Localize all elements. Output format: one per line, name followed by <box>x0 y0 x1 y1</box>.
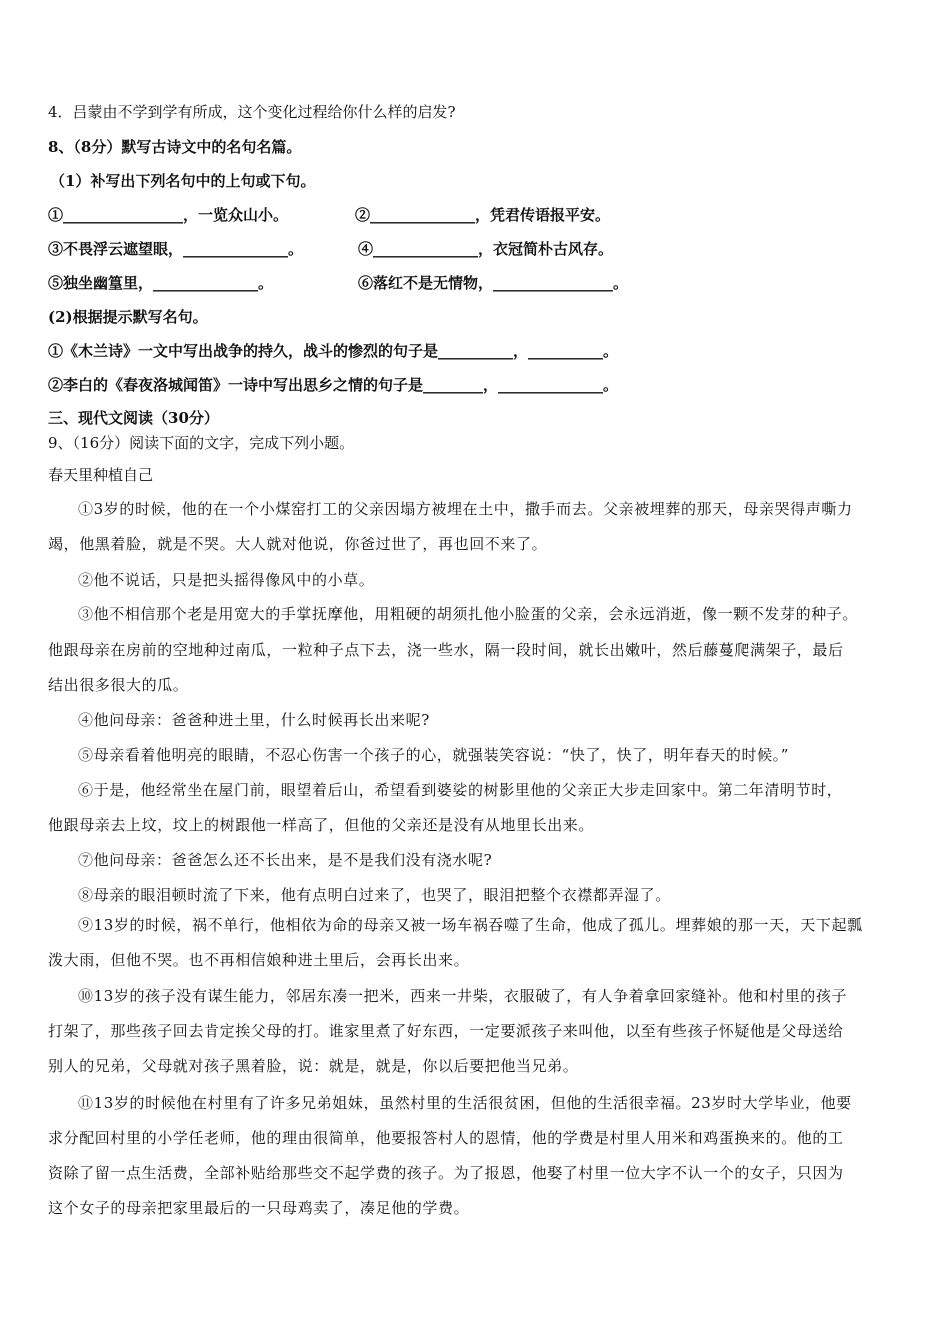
question-9-title: 9、（16分）阅读下面的文字，完成下列小题。 <box>48 434 355 452</box>
article-line: ⑩13岁的孩子没有谋生能力，邻居东凑一把米，西来一井柴，衣服破了，有人争着拿回家缝补。他和村里的孩子 <box>78 987 848 1005</box>
article-line: 资除了留一点生活费，全部补贴给那些交不起学费的孩子。为了报恩，他娶了村里一位大字不认一个的女子，只因为 <box>48 1164 844 1182</box>
article-line: 他跟母亲在房前的空地种过南瓜，一粒种子点下去，浇一些水，隔一段时间，就长出嫩叶，然后藤蔓爬满架子，最后 <box>48 641 844 659</box>
article-title: 春天里种植自己 <box>48 466 154 484</box>
part2-item-1: ①《木兰诗》一文中写出战争的持久，战斗的惨烈的句子是__________，__________。 <box>48 342 619 360</box>
article-line: ⑤母亲看着他明亮的眼睛，不忍心伤害一个孩子的心，就强装笑容说：“快了，快了，明年春天的时候。” <box>78 746 790 764</box>
article-line: 求分配回村里的小学任老师，他的理由很简单，他要报答村人的恩情，他的学费是村里人用米和鸡蛋换来的。他的工 <box>48 1129 844 1147</box>
blank-4: ④______________，衣冠简朴古风存。 <box>358 240 614 258</box>
article-line: ①3岁的时候，他的在一个小煤窑打工的父亲因塌方被埋在土中，撒手而去。父亲被埋葬的那天，母亲哭得声嘶力 <box>78 500 853 518</box>
blank-3: ③不畏浮云遮望眼，______________。 <box>48 240 304 258</box>
article-line: 泼大雨，但他不哭。也不再相信娘种进土里后，会再长出来。 <box>48 951 470 969</box>
article-line: 打架了，那些孩子回去肯定挨父母的打。谁家里煮了好东西，一定要派孩子来叫他，以至有些孩子怀疑他是父母送给 <box>48 1022 844 1040</box>
article-line: ③他不相信那个老是用宽大的手掌抚摩他，用粗硬的胡须扎他小脸蛋的父亲，会永远消逝，像一颗不发芽的种子。 <box>78 605 859 623</box>
article-line: 结出很多很大的瓜。 <box>48 676 189 694</box>
question-8-title: 8、（8分）默写古诗文中的名句名篇。 <box>48 138 302 156</box>
article-line: ⑪13岁的时候他在村里有了许多兄弟姐妹，虽然村里的生活很贫困，但他的生活很幸福。23岁时大学毕业，他要 <box>78 1094 852 1112</box>
article-line: ⑨13岁的时候，祸不单行，他相依为命的母亲又被一场车祸吞噬了生命，他成了孤儿。埋葬娘的那一天，天下起瓢 <box>78 916 863 934</box>
article-line: ⑧母亲的眼泪顿时流了下来，他有点明白过来了，也哭了，眼泪把整个衣襟都弄湿了。 <box>78 886 671 904</box>
question-8-part1-title: （1）补写出下列名句中的上句或下句。 <box>50 172 316 190</box>
article-line: ②他不说话，只是把头摇得像风中的小草。 <box>78 571 375 589</box>
section-3-heading: 三、现代文阅读（30分） <box>48 409 219 427</box>
article-line: ⑥于是，他经常坐在屋门前，眼望着后山，希望看到婆娑的树影里他的父亲正大步走回家中。第二年清明节时， <box>78 781 843 799</box>
article-line: ⑦他问母亲：爸爸怎么还不长出来，是不是我们没有浇水呢? <box>78 851 493 869</box>
article-line: 别人的兄弟，父母就对孩子黑着脸，说：就是，就是，你以后要把他当兄弟。 <box>48 1057 579 1075</box>
article-line: ④他问母亲：爸爸种进土里，什么时候再长出来呢? <box>78 711 430 729</box>
question-4: 4．吕蒙由不学到学有所成，这个变化过程给你什么样的启发? <box>48 103 456 121</box>
article-line: 这个女子的母亲把家里最后的一只母鸡卖了，凑足他的学费。 <box>48 1199 470 1217</box>
question-8-part2-title: (2)根据提示默写名句。 <box>48 308 208 326</box>
blank-6: ⑥落红不是无情物，________________。 <box>358 274 629 292</box>
part2-item-2: ②李白的《春夜洛城闻笛》一诗中写出思乡之情的句子是________，______________。 <box>48 376 619 394</box>
article-line: 竭，他黑着脸，就是不哭。大人就对他说，你爸过世了，再也回不来了。 <box>48 535 548 553</box>
blank-1: ①________________，一览众山小。 <box>48 206 289 224</box>
article-line: 他跟母亲去上坟，坟上的树跟他一样高了，但他的父亲还是没有从地里长出来。 <box>48 816 595 834</box>
blank-2: ②______________，凭君传语报平安。 <box>355 206 611 224</box>
blank-5: ⑤独坐幽篁里，______________。 <box>48 274 274 292</box>
